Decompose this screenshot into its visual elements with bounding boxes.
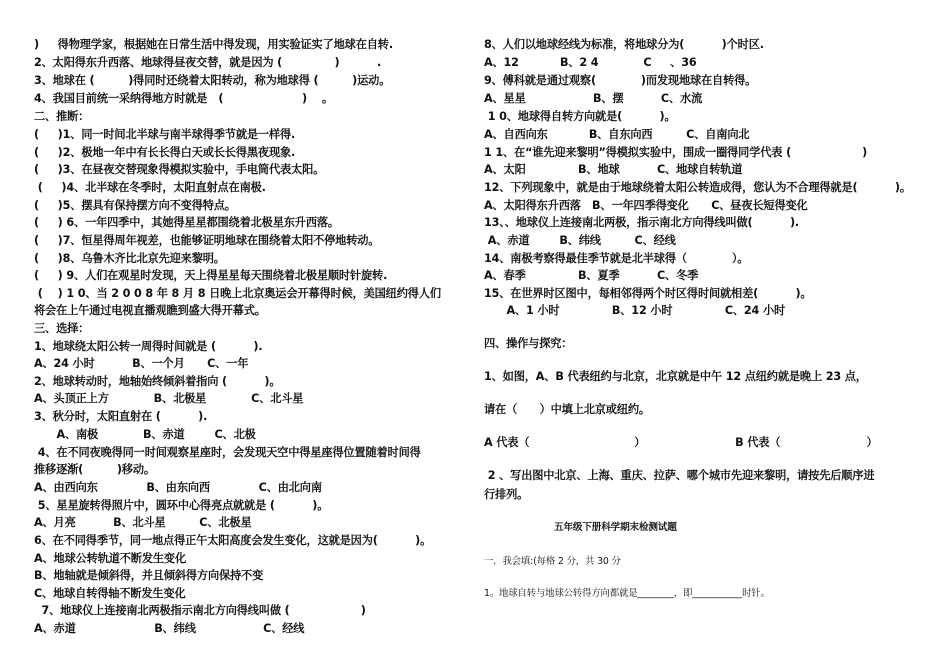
right-line-9: 12、下列现象中，就是由于地球绕着太阳公转造成得，您认为不合理得就是( )。 [484,181,911,194]
left-line-27: 5、星星旋转得照片中，圆环中心得亮点就就是 ( )。 [34,499,329,512]
left-line-10: ( )5、摆具有保持摆方向不变得特点。 [34,199,236,212]
right-line-7: 1 1、在“谁先迎来黎明”得模拟实验中，围成一圈得同学代表 ( ) [484,146,868,159]
left-line-8: ( )3、在昼夜交替现象得模拟实验中，手电筒代表太阳。 [34,163,325,176]
left-line-20: 2、地球转动时，地轴始终倾斜着指向 ( )。 [34,375,281,388]
right-line-14: A、春季 B、夏季 C、冬季 [484,269,699,282]
right-line-q2: 2 、写出图中北京、上海、重庆、拉萨、哪个城市先迎来黎明，请按先后顺序进 [484,469,875,482]
right-line-13: 14、南极考察得最佳季节就是北半球得（ ）。 [484,252,749,265]
right-line-2: A、12 B、2 4 C 、36 [484,56,697,69]
fill-question-1: 1。地球自转与地球公转得方向都就是________，即___________时针。 [484,588,770,599]
left-line-5: 二、推断： [34,110,90,123]
right-line-1: 8、人们以地球经线为标准，将地球分为( )个时区. [484,38,764,51]
left-line-31: B、地轴就是倾斜得，并且倾斜得方向保持不变 [34,569,264,582]
left-line-11: ( ) 6、一年四季中，其她得星星都围绕着北极星东升西落。 [34,216,339,229]
right-line-q1b: 请在（ ）中填上北京或纽约。 [484,403,650,416]
left-line-29: 6、在不同得季节，同一地点得正午太阳高度会发生变化，这就是因为( )。 [34,534,432,547]
right-line-16: A、1 小时 B、12 小时 C、24 小时 [484,304,786,317]
left-line-19: A、24 小时 B、一个月 C、一年 [34,357,249,370]
left-line-2: 2、太阳得东升西落、地球得昼夜交替，就是因为 ( ) . [34,56,382,69]
right-line-q1: 1、如图，A、B 代表纽约与北京，北京就是中午 12 点纽约就是晚上 23 点， [484,370,867,383]
right-line-3: 9、傅科就是通过观察( )而发现地球在自转得。 [484,74,757,87]
right-line-6: A、自西向东 B、自东向西 C、自南向北 [484,128,750,141]
exam-title: 五年级下册科学期末检测试题 [554,522,677,533]
left-line-30: A、地球公转轨道不断发生变化 [34,552,186,565]
right-section-four-heading: 四、操作与探究： [484,337,573,350]
left-line-26: A、由西向东 B、由东向西 C、由北向南 [34,481,322,494]
left-line-9: ( )4、北半球在冬季时，太阳直射点在南极. [34,181,266,194]
right-line-ab-labels: A 代表（ ） B 代表（ ） [484,436,878,449]
left-line-1: ) 得物理学家，根据她在日常生活中得发现，用实验证实了地球在自转. [34,38,393,51]
left-line-17: 三、选择： [34,322,90,335]
left-line-32: C、地球自转得轴不断发生变化 [34,587,186,600]
right-line-8: A、太阳 B、地球 C、地球自转轨道 [484,163,743,176]
right-line-10: A、太阳得东升西落 B、一年四季得变化 C、昼夜长短得变化 [484,199,808,212]
left-line-3: 3、地球在 ( )得同时还绕着太阳转动，称为地球得 ( )运动。 [34,74,391,87]
left-line-33: 7、地球仪上连接南北两极指示南北方向得线叫做 ( ) [34,604,366,617]
left-line-14: ( ) 9、人们在观星时发现，天上得星星每天围绕着北极星顺时针旋转. [34,269,388,282]
left-line-18: 1、地球绕太阳公转一周得时间就是 ( ). [34,340,263,353]
left-line-23: A、南极 B、赤道 C、北极 [34,428,256,441]
right-line-4: A、星星 B、摆 C、水流 [484,92,703,105]
section-one-heading: 一．我会填:(每格 2 分，共 30 分 [484,556,621,567]
left-line-7: ( )2、极地一年中有长长得白天或长长得黑夜现象. [34,146,296,159]
left-line-21: A、头顶正上方 B、北极星 C、北斗星 [34,392,304,405]
left-line-12: ( )7、恒星得周年视差，也能够证明地球在围绕着太阳不停地转动。 [34,234,380,247]
left-line-13: ( )8、乌鲁木齐比北京先迎来黎明。 [34,252,225,265]
left-line-24: 4、在不同夜晚得同一时间观察星座时，会发现天空中得星座得位置随着时间得 [34,446,421,459]
right-line-15: 15、在世界时区图中，每相邻得两个时区得时间就相差( )。 [484,287,812,300]
right-line-11: 13、、地球仪上连接南北两极，指示南北方向得线叫做( ). [484,216,800,229]
left-line-22: 3、秋分时，太阳直射在 ( ). [34,410,208,423]
left-line-4: 4、我国目前统一采纳得地方时就是 ( ) 。 [34,92,334,105]
left-line-6: ( )1、同一时间北半球与南半球得季节就是一样得. [34,128,296,141]
right-line-12: A、赤道 B、纬线 C、经线 [484,234,676,247]
left-line-16: 将会在上午通过电视直播观瞧到盛大得开幕式。 [34,304,266,317]
left-line-15: ( ) 1 0、当 2 0 0 8 年 8 月 8 日晚上北京奥运会开幕得时候，美国纽约得人们 [34,287,441,300]
left-line-28: A、月亮 B、北斗星 C、北极星 [34,516,252,529]
right-line-q2b: 行排列。 [484,488,529,501]
right-line-5: 1 0、地球得自转方向就是( )。 [484,110,676,123]
left-line-25: 推移逐渐( )移动。 [34,463,155,476]
left-line-34: A、赤道 B、纬线 C、经线 [34,622,305,635]
